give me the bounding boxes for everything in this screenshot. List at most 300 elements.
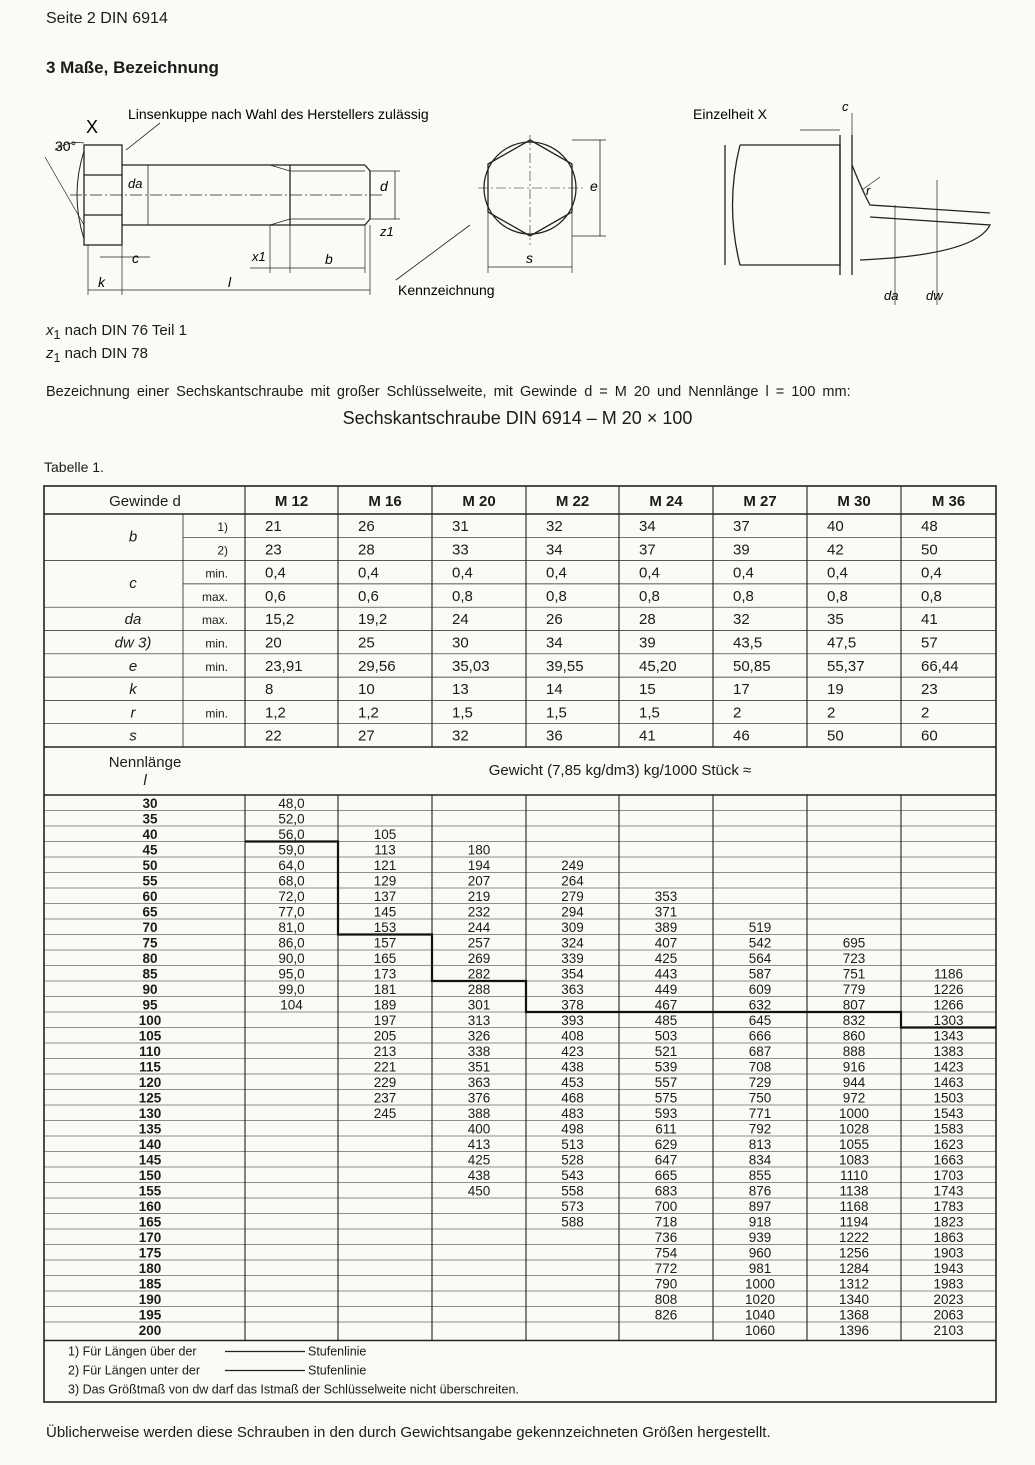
weight-value: 1000: [744, 1276, 776, 1292]
weight-value: 408: [561, 1028, 584, 1044]
weight-value: 95,0: [278, 966, 305, 982]
weight-value: 1312: [838, 1276, 870, 1292]
size-header: M 22: [555, 493, 590, 510]
label-dw-detail: dw: [926, 288, 943, 303]
dim-value: 1,5: [639, 704, 660, 722]
weight-value: 939: [748, 1230, 772, 1245]
weight-value: 425: [654, 951, 678, 966]
table-label: Tabelle 1.: [44, 459, 104, 475]
weight-value: 90,0: [278, 951, 305, 966]
weight-value: 59,0: [278, 842, 305, 858]
dim-value: 21: [265, 518, 282, 535]
dim-qualifier: min.: [205, 636, 228, 651]
weight-value: 1783: [933, 1199, 964, 1214]
dim-value: 17: [733, 681, 750, 699]
weight-value: 503: [654, 1028, 678, 1044]
dim-qualifier: min.: [205, 566, 228, 581]
table-footnote: 1) Für Längen über der: [68, 1344, 197, 1359]
weight-value: 72,0: [278, 889, 305, 904]
weight-value: 1340: [838, 1292, 870, 1307]
length-value: 165: [138, 1214, 162, 1230]
dim-value: 28: [358, 541, 375, 559]
weight-value: 666: [748, 1028, 772, 1044]
weight-value: 557: [654, 1075, 678, 1090]
weight-value: 695: [842, 935, 866, 951]
weight-value: 52,0: [278, 811, 305, 827]
length-value: 35: [142, 811, 158, 827]
length-value: 85: [142, 966, 158, 982]
weight-value: 213: [373, 1044, 397, 1059]
dim-value: 34: [639, 518, 656, 535]
weight-value: 779: [842, 982, 866, 997]
weight-value: 165: [373, 951, 397, 966]
weight-value: 1743: [933, 1183, 964, 1199]
weight-value: 708: [748, 1059, 772, 1075]
dim-value: 15,2: [265, 611, 295, 629]
weight-value: 521: [654, 1044, 678, 1059]
section-title: 3 Maße, Bezeichnung: [46, 58, 219, 77]
length-value: 120: [138, 1075, 162, 1090]
dim-symbol: da: [124, 611, 142, 629]
length-value: 175: [138, 1245, 162, 1261]
length-value: 190: [138, 1292, 162, 1307]
weight-value: 687: [748, 1044, 772, 1059]
weight-value: 313: [467, 1013, 491, 1028]
label-c-detail: c: [842, 99, 849, 114]
weight-value: 826: [654, 1307, 678, 1323]
weight-value: 389: [654, 920, 678, 935]
length-value: 95: [142, 997, 158, 1013]
weight-value: 897: [748, 1199, 772, 1214]
dim-value: 32: [452, 727, 469, 745]
size-header: M 16: [368, 493, 402, 510]
length-value: 185: [138, 1276, 162, 1292]
weight-value: 1368: [838, 1307, 870, 1323]
length-value: 30: [142, 796, 158, 811]
weight-value: 197: [373, 1013, 397, 1028]
weight-value: 519: [748, 920, 772, 935]
weight-value: 264: [561, 873, 584, 889]
dim-value: 34: [546, 541, 563, 559]
weight-value: 249: [561, 858, 584, 873]
dim-value: 39: [639, 634, 656, 652]
weight-value: 1055: [838, 1137, 870, 1152]
weight-value: 77,0: [278, 904, 305, 920]
dim-value: 41: [921, 611, 938, 629]
weight-value: 573: [561, 1199, 584, 1214]
designation-example: Sechskantschraube DIN 6914 – M 20 × 100: [342, 408, 693, 428]
weight-value: 751: [842, 966, 866, 982]
bottom-note: Üblicherweise werden diese Schrauben in den durch Gewichtsangabe gekennzeichneten Größen hergestellt.: [46, 1424, 771, 1441]
weight-value: 371: [654, 904, 678, 920]
weight-value: 48,0: [278, 796, 305, 811]
dim-value: 19: [827, 681, 844, 699]
dim-value: 34: [546, 634, 563, 652]
weight-value: 453: [561, 1075, 584, 1090]
weight-value: 105: [373, 827, 397, 842]
col-header-thread: Gewinde d: [109, 493, 181, 510]
weight-value: 1226: [933, 982, 964, 997]
length-value: 115: [139, 1059, 161, 1075]
weight-value: 1110: [839, 1168, 869, 1183]
weight-value: 981: [748, 1261, 772, 1276]
weight-value: 257: [467, 935, 491, 951]
weight-value: 68,0: [278, 873, 305, 889]
dim-value: 42: [827, 541, 844, 559]
weight-value: 1903: [933, 1245, 964, 1261]
dim-value: 14: [546, 681, 563, 699]
size-header: M 24: [649, 493, 683, 510]
dim-value: 32: [733, 611, 750, 629]
dim-value: 19,2: [358, 611, 388, 629]
weight-value: 245: [373, 1106, 397, 1121]
weight-value: 609: [748, 982, 772, 997]
length-value: 75: [142, 935, 158, 951]
label-k: k: [98, 274, 105, 290]
weight-value: 683: [654, 1183, 678, 1199]
note-z1-sym: z: [46, 345, 54, 362]
length-value: 160: [138, 1199, 162, 1214]
weight-value: 808: [654, 1292, 678, 1307]
label-s: s: [526, 250, 533, 266]
label-e: e: [590, 178, 598, 194]
dim-value: 66,44: [921, 657, 959, 675]
weight-value: 1186: [933, 966, 964, 982]
dim-symbol: e: [128, 657, 138, 675]
weight-value: 729: [748, 1075, 772, 1090]
dim-value: 0,4: [733, 564, 754, 582]
dim-value: 2: [921, 704, 930, 722]
weight-value: 376: [467, 1090, 491, 1106]
length-value: 140: [138, 1137, 162, 1152]
weight-value: 279: [561, 889, 584, 904]
weight-value: 587: [748, 966, 772, 982]
weight-value: 438: [467, 1168, 491, 1183]
dim-symbol: r: [130, 704, 136, 722]
weight-value: 1863: [933, 1230, 964, 1245]
weight-value: 378: [561, 997, 584, 1013]
dim-value: 0,8: [639, 587, 660, 605]
weight-value: 1663: [933, 1152, 964, 1168]
weight-value: 539: [654, 1059, 678, 1075]
weight-value: 542: [748, 935, 772, 951]
weight-value: 1266: [933, 997, 964, 1013]
weight-value: 339: [561, 951, 584, 966]
weight-value: 173: [373, 966, 397, 982]
weight-value: 301: [467, 997, 491, 1013]
weight-value: 1256: [838, 1245, 870, 1261]
dim-value: 0,4: [827, 564, 848, 582]
label-d: d: [380, 178, 388, 194]
label-da: da: [128, 176, 143, 191]
weight-value: 498: [561, 1121, 584, 1137]
note-x1-text: nach DIN 76 Teil 1: [64, 322, 187, 339]
dim-value: 0,4: [358, 564, 379, 582]
weight-value: 219: [467, 889, 491, 904]
dim-value: 41: [639, 727, 656, 745]
weight-value: 1343: [933, 1028, 964, 1044]
dim-value: 0,4: [546, 564, 567, 582]
weight-value: 1983: [933, 1276, 964, 1292]
weight-value: 449: [654, 982, 678, 997]
dim-value: 23,91: [265, 657, 303, 675]
length-value: 50: [142, 858, 158, 873]
weight-header: Gewicht (7,85 kg/dm3) kg/1000 Stück ≈: [488, 762, 752, 779]
length-value: 200: [138, 1323, 162, 1338]
weight-value: 1423: [933, 1059, 964, 1075]
dim-value: 40: [827, 518, 844, 535]
weight-value: 1383: [933, 1044, 964, 1059]
dim-value: 55,37: [827, 657, 865, 675]
dim-value: 2: [827, 704, 836, 722]
size-header: M 30: [837, 493, 871, 510]
weight-value: 855: [748, 1168, 772, 1183]
weight-value: 363: [467, 1075, 491, 1090]
weight-value: 244: [467, 920, 491, 935]
dim-value: 20: [265, 634, 282, 652]
weight-value: 425: [467, 1152, 491, 1168]
weight-value: 754: [654, 1245, 678, 1261]
size-header: M 20: [462, 493, 496, 510]
dim-qualifier: min.: [205, 706, 228, 721]
dim-value: 47,5: [827, 634, 857, 652]
weight-value: 1083: [838, 1152, 870, 1168]
weight-value: 388: [467, 1106, 491, 1121]
weight-value: 543: [561, 1168, 584, 1183]
weight-value: 181: [373, 982, 397, 997]
weight-value: 99,0: [278, 982, 305, 997]
length-value: 180: [138, 1261, 162, 1276]
dim-value: 31: [452, 518, 469, 535]
weight-value: 205: [373, 1028, 397, 1044]
weight-value: 1222: [838, 1230, 870, 1245]
length-value: 45: [142, 842, 158, 858]
weight-value: 1463: [933, 1075, 964, 1090]
dim-value: 36: [546, 727, 563, 745]
weight-value: 918: [748, 1214, 772, 1230]
dim-value: 13: [452, 681, 469, 699]
label-x1: x1: [252, 249, 266, 264]
length-value: 60: [142, 889, 158, 904]
length-header: Nennlänge: [108, 754, 182, 771]
weight-value: 423: [561, 1044, 584, 1059]
weight-value: 790: [654, 1276, 678, 1292]
length-value: 170: [138, 1230, 162, 1245]
weight-value: 407: [654, 935, 678, 951]
length-value: 65: [142, 904, 158, 920]
dim-symbol: k: [129, 681, 137, 699]
weight-value: 1543: [933, 1106, 964, 1121]
length-value: 110: [139, 1044, 161, 1059]
weight-value: 1823: [933, 1214, 964, 1230]
dome-caption: Linsenkuppe nach Wahl des Herstellers zulässig: [128, 106, 429, 122]
weight-value: 189: [373, 997, 397, 1013]
weight-value: 468: [561, 1090, 584, 1106]
weight-value: 81,0: [278, 920, 305, 935]
dim-value: 1,5: [546, 704, 567, 722]
dim-value: 0,4: [452, 564, 473, 582]
weight-value: 1168: [839, 1199, 869, 1214]
length-value: 150: [138, 1168, 162, 1183]
length-value: 130: [138, 1106, 162, 1121]
weight-value: 528: [561, 1152, 584, 1168]
weight-value: 64,0: [278, 858, 305, 873]
dim-symbol: dw 3): [114, 634, 152, 652]
marking-caption: Kennzeichnung: [398, 282, 495, 298]
weight-value: 180: [467, 842, 491, 858]
dim-value: 0,4: [265, 564, 286, 582]
label-da-detail: da: [884, 288, 899, 303]
length-value: 155: [138, 1183, 162, 1199]
dim-value: 0,8: [452, 587, 473, 605]
weight-value: 1020: [744, 1292, 776, 1307]
dim-value: 32: [546, 518, 563, 535]
weight-value: 393: [561, 1013, 584, 1028]
weight-value: 1396: [838, 1323, 870, 1338]
dim-value: 37: [733, 518, 750, 535]
dim-value: 0,8: [546, 587, 567, 605]
label-c: c: [132, 250, 139, 266]
label-z1: z1: [380, 224, 394, 239]
weight-value: 611: [655, 1121, 677, 1137]
table-footnote-suffix: Stufenlinie: [308, 1363, 367, 1378]
weight-value: 467: [654, 997, 678, 1013]
weight-value: 86,0: [278, 935, 305, 951]
weight-value: 876: [748, 1183, 772, 1199]
weight-value: 2063: [933, 1307, 964, 1323]
dim-value: 25: [358, 634, 375, 652]
length-value: 105: [138, 1028, 162, 1044]
note-x1-sub: 1: [53, 328, 61, 342]
weight-value: 443: [654, 966, 678, 982]
weight-value: 665: [654, 1168, 678, 1183]
dim-value: 33: [452, 541, 469, 559]
weight-value: 363: [561, 982, 584, 997]
weight-value: 353: [654, 889, 678, 904]
dim-value: 57: [921, 634, 938, 652]
weight-value: 113: [374, 842, 396, 858]
dim-value: 28: [639, 611, 656, 629]
weight-value: 718: [654, 1214, 678, 1230]
weight-value: 1943: [933, 1261, 964, 1276]
dim-value: 8: [265, 681, 274, 699]
length-value: 135: [138, 1121, 162, 1137]
weight-value: 354: [561, 966, 584, 982]
dim-value: 29,56: [358, 657, 396, 675]
weight-value: 104: [280, 997, 303, 1013]
weight-value: 338: [467, 1044, 491, 1059]
weight-value: 269: [467, 951, 491, 966]
detail-mark-x: X: [86, 117, 99, 137]
dim-value: 30: [452, 634, 469, 652]
weight-value: 2023: [933, 1292, 964, 1307]
weight-value: 326: [467, 1028, 491, 1044]
dim-value: 50: [921, 541, 938, 559]
dim-value: 39,55: [546, 657, 584, 675]
dim-qualifier: max.: [201, 589, 228, 604]
weight-value: 221: [373, 1059, 397, 1075]
dim-value: 1,5: [452, 704, 473, 722]
weight-value: 485: [654, 1013, 678, 1028]
weight-value: 1583: [933, 1121, 964, 1137]
dim-value: 0,6: [358, 587, 379, 605]
weight-value: 288: [467, 982, 491, 997]
dim-value: 35: [827, 611, 844, 629]
weight-value: 324: [561, 935, 584, 951]
weight-value: 294: [561, 904, 584, 920]
weight-value: 834: [748, 1152, 772, 1168]
weight-value: 832: [842, 1013, 866, 1028]
weight-value: 632: [748, 997, 772, 1013]
weight-value: 351: [467, 1059, 491, 1075]
page-header: Seite 2 DIN 6914: [46, 10, 168, 27]
weight-value: 1703: [933, 1168, 964, 1183]
weight-value: 807: [842, 997, 866, 1013]
dim-value: 15: [639, 681, 656, 699]
weight-value: 157: [373, 935, 397, 951]
dim-value: 0,6: [265, 587, 286, 605]
length-value: 90: [142, 982, 158, 997]
weight-value: 916: [842, 1059, 866, 1075]
designation-text: Bezeichnung einer Sechskantschraube mit großer Schlüsselweite, mit Gewinde d = M 20 und Nennlänge l = 100 mm:: [46, 384, 851, 400]
dim-value: 26: [546, 611, 563, 629]
note-z1-sub: 1: [53, 351, 61, 365]
size-header: M 12: [274, 493, 309, 510]
dim-value: 39: [733, 541, 750, 559]
angle-label: 30°: [55, 138, 77, 154]
table-footnote-suffix: Stufenlinie: [308, 1344, 367, 1359]
weight-value: 564: [748, 951, 772, 966]
length-value: 100: [138, 1013, 162, 1028]
weight-value: 153: [373, 920, 397, 935]
weight-value: 438: [561, 1059, 584, 1075]
dim-value: 1,2: [265, 704, 286, 722]
length-symbol: l: [143, 772, 147, 789]
weight-value: 413: [467, 1137, 491, 1152]
weight-value: 1138: [839, 1183, 869, 1199]
detail-caption: Einzelheit X: [693, 106, 767, 122]
weight-value: 282: [467, 966, 491, 982]
length-value: 145: [138, 1152, 162, 1168]
dim-qualifier: 2): [217, 543, 228, 558]
dim-value: 50,85: [733, 657, 771, 675]
weight-value: 588: [561, 1214, 584, 1230]
weight-value: 129: [373, 873, 397, 889]
dim-value: 37: [639, 541, 656, 559]
length-value: 70: [142, 920, 158, 935]
dim-value: 45,20: [639, 657, 677, 675]
weight-value: 237: [373, 1090, 397, 1106]
weight-value: 813: [748, 1137, 772, 1152]
dim-symbol: s: [129, 727, 137, 745]
weight-value: 121: [373, 858, 397, 873]
weight-value: 145: [373, 904, 397, 920]
label-r: r: [866, 183, 871, 198]
note-x1-sym: x: [46, 322, 54, 339]
weight-value: 944: [842, 1075, 866, 1090]
dim-qualifier: min.: [205, 659, 228, 674]
note-z1-text: nach DIN 78: [64, 345, 149, 362]
size-header: M 36: [931, 493, 966, 510]
weight-value: 137: [373, 889, 397, 904]
label-b: b: [325, 251, 333, 267]
dim-value: 26: [358, 518, 375, 535]
dim-qualifier: max.: [201, 613, 228, 628]
weight-value: 888: [842, 1044, 866, 1059]
weight-value: 1000: [838, 1106, 870, 1121]
weight-value: 972: [842, 1090, 866, 1106]
dim-value: 43,5: [733, 634, 763, 652]
